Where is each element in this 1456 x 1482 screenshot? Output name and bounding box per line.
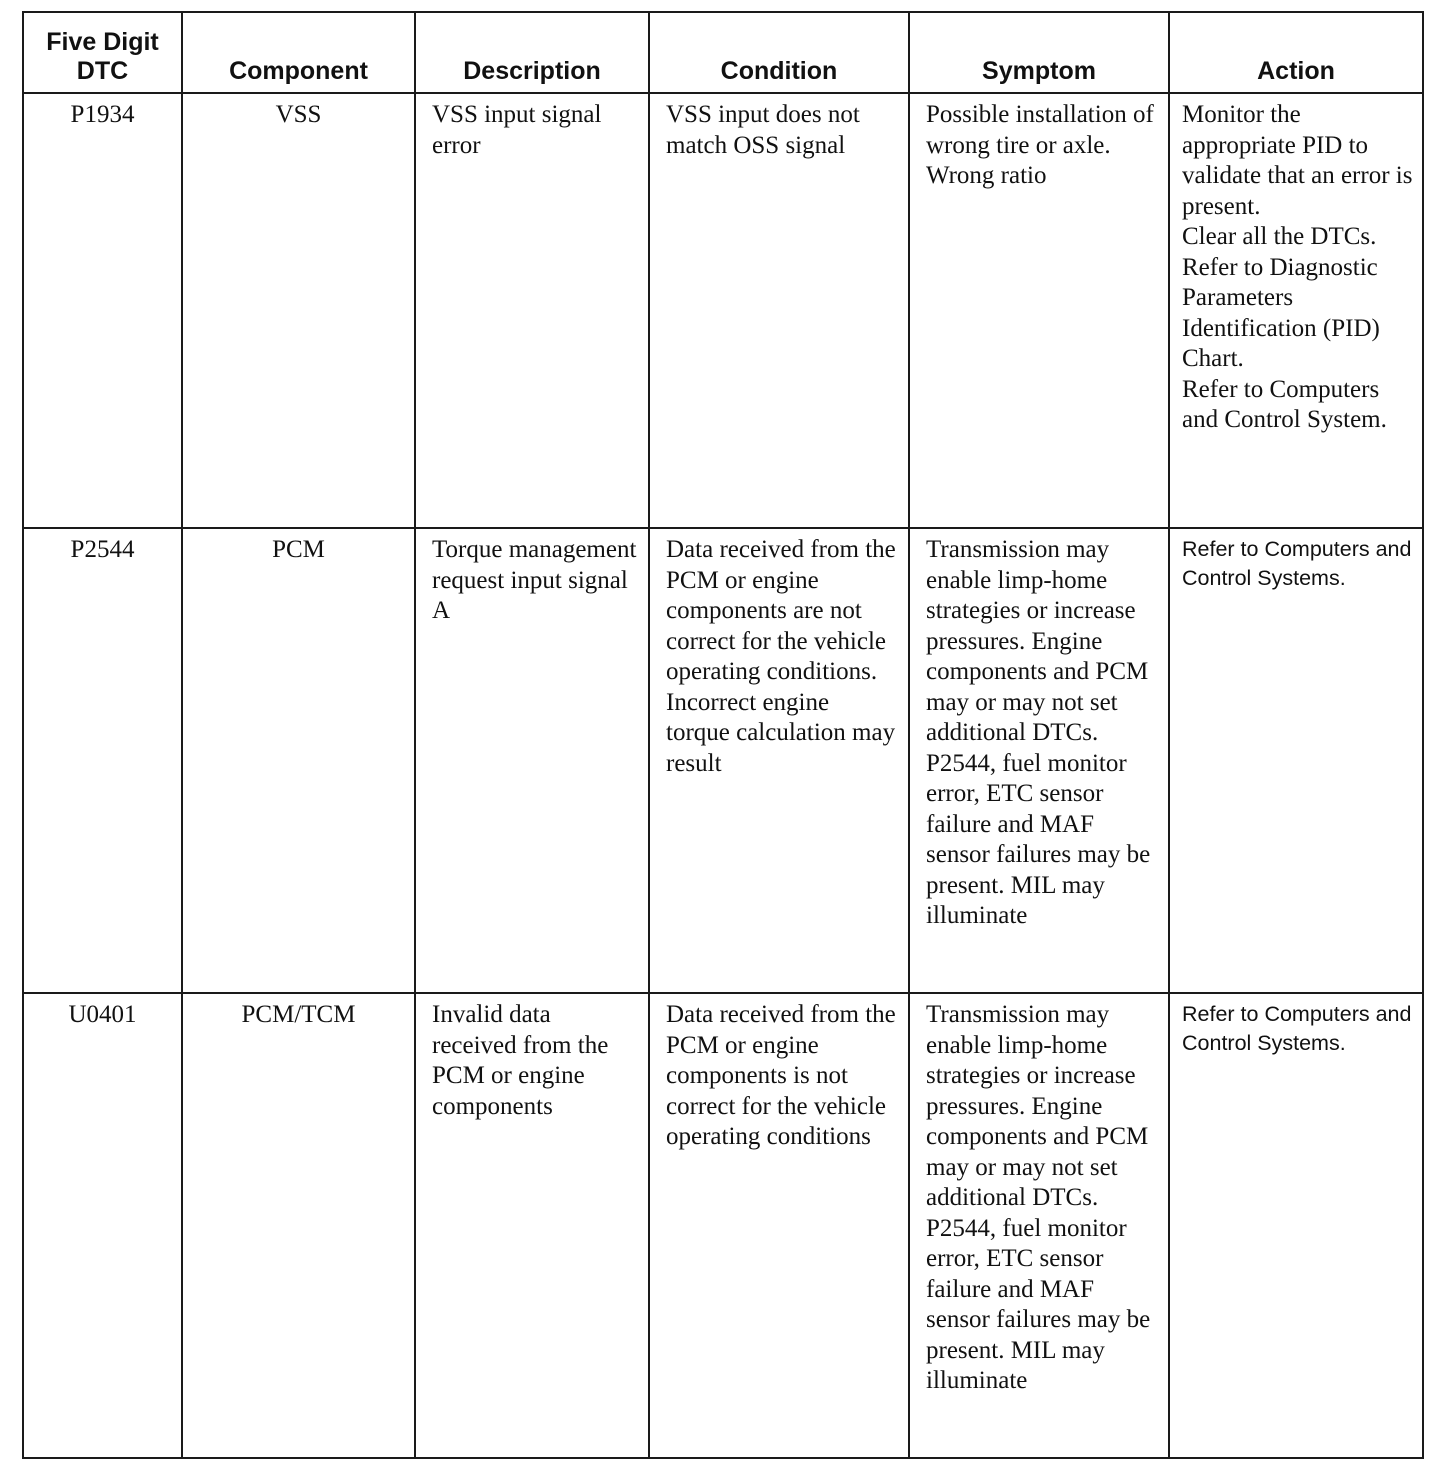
header-five-digit-dtc: Five Digit DTC <box>23 12 182 93</box>
symptom-cell: Transmission may enable limp-home strategies or increase pressures. Engine components and PCM may or may not set additional DTCs. P2544, fuel monitor error, ETC sensor failure and MAF sensor failures may be present. MIL may illuminate <box>909 993 1169 1458</box>
symptom-cell: Transmission may enable limp-home strategies or increase pressures. Engine components and PCM may or may not set additional DTCs. P2544, fuel monitor error, ETC sensor failure and MAF sensor failures may be present. MIL may illuminate <box>909 528 1169 993</box>
action-line: Monitor the appropriate PID to validate that an error is present. <box>1182 101 1413 220</box>
header-component: Component <box>182 12 415 93</box>
table-row <box>23 528 1423 993</box>
symptom-cell: Possible installation of wrong tire or axle. Wrong ratio <box>909 93 1169 528</box>
dtc-cell: P2544 <box>23 528 182 993</box>
description-cell: VSS input signal error <box>415 93 649 528</box>
action-line: Refer to Computers and Control Systems. <box>1182 537 1412 590</box>
dtc-cell: P1934 <box>23 93 182 528</box>
action-cell <box>1169 528 1423 993</box>
component-cell: PCM <box>182 528 415 993</box>
condition-cell: Data received from the PCM or engine components is not correct for the vehicle operating conditions <box>649 993 909 1458</box>
action-cell <box>1169 993 1423 1458</box>
condition-cell: VSS input does not match OSS signal <box>649 93 909 528</box>
header-action: Action <box>1169 12 1423 93</box>
header-row <box>23 12 1423 93</box>
component-cell: PCM/TCM <box>182 993 415 1458</box>
header-condition: Condition <box>649 12 909 93</box>
dtc-cell: U0401 <box>23 993 182 1458</box>
header-description: Description <box>415 12 649 93</box>
action-cell <box>1169 93 1423 528</box>
action-line: Refer to Computers and Control Systems. <box>1182 1002 1412 1055</box>
table-row <box>23 93 1423 528</box>
description-cell: Torque management request input signal A <box>415 528 649 993</box>
condition-cell: Data received from the PCM or engine components are not correct for the vehicle operating conditions. Incorrect engine torque calculation may result <box>649 528 909 993</box>
table-row <box>23 993 1423 1458</box>
header-symptom: Symptom <box>909 12 1169 93</box>
component-cell: VSS <box>182 93 415 528</box>
action-line: Refer to Computers and Control System. <box>1182 375 1387 433</box>
action-line: Refer to Diagnostic Parameters Identification (PID) Chart. <box>1182 253 1380 372</box>
description-cell: Invalid data received from the PCM or engine components <box>415 993 649 1458</box>
dtc-table <box>22 11 1424 1459</box>
action-line: Clear all the DTCs. <box>1182 223 1377 250</box>
